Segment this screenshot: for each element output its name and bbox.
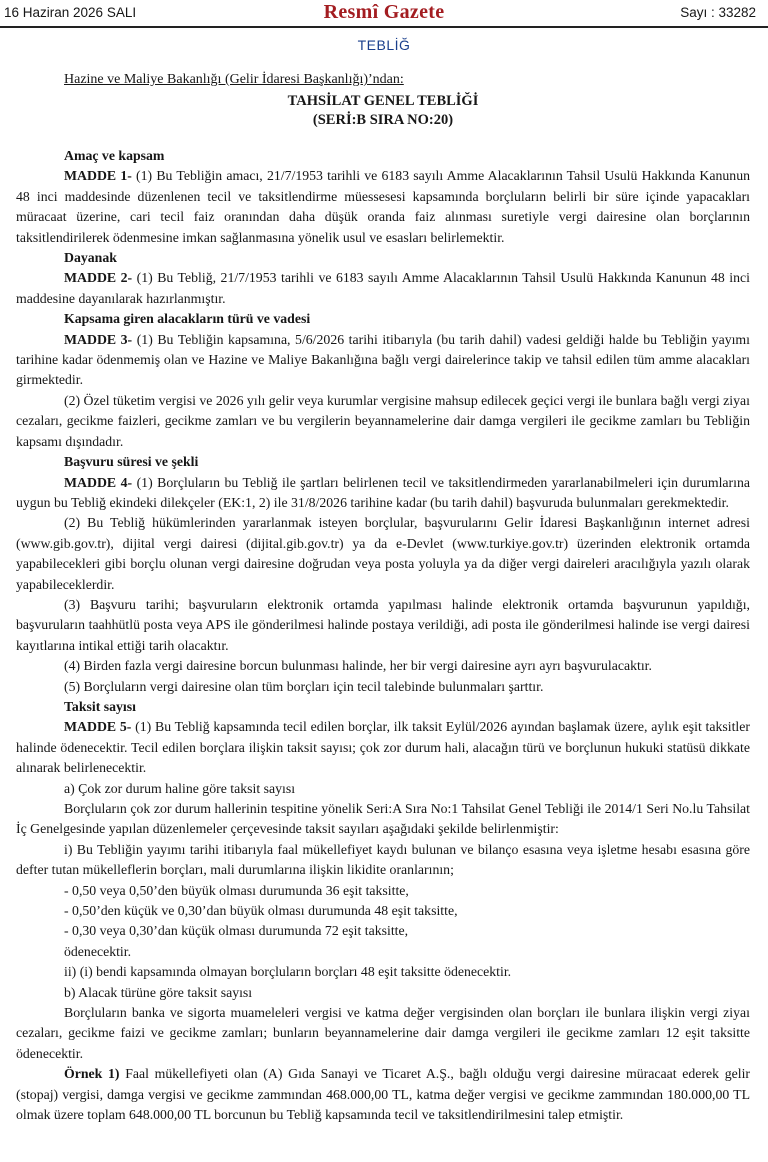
document-series: (SERİ:B SIRA NO:20) — [312, 112, 454, 128]
spacer — [16, 130, 750, 146]
article-5-label: MADDE 5- — [64, 719, 132, 735]
article-4-paragraph-2: (2) Bu Tebliğ hükümlerinden yararlanmak isteyen borçlular, başvurularını Gelir İdaresi Başkanlığının internet adresi (www.gib.gov.tr), dijital vergi dairesi (dijital.gib.gov.tr) ya da e-Devlet (www.turkiye.gov.tr) üzerinden elektronik ortamda yapabilecekleri gibi borçlu olunan vergi dairesine doğrudan veya posta yoluyla ya da diğer vergi daireleri aracılığıyla yazılı olarak yapabileceklerdir. — [16, 515, 750, 592]
article-5-subitem-ii: ii) (i) bendi kapsamında olmayan borçluların borçları 48 eşit taksitte ödenecektir. — [64, 964, 512, 980]
article-5-subitem-i-line-1: - 0,50 veya 0,50’den büyük olması durumunda 36 eşit taksitte, — [64, 882, 409, 898]
issue-number: Sayı : 33282 — [680, 5, 756, 20]
header-divider — [0, 26, 768, 28]
article-4 — [16, 473, 750, 514]
example-1 — [16, 1064, 750, 1125]
issuing-ministry: Hazine ve Maliye Bakanlığı (Gelir İdaresi Başkanlığı)’ndan: — [64, 72, 404, 87]
heading-basis: Dayanak — [64, 250, 117, 266]
document-body — [16, 70, 750, 1126]
article-5-item-b: b) Alacak türüne göre taksit sayısı — [64, 984, 253, 1000]
article-1-label: MADDE 1- — [64, 168, 132, 184]
article-3-paragraph-2: (2) Özel tüketim vergisi ve 2026 yılı gelir veya kurumlar vergisine mahsup edilecek geçici vergi ile bunlara bağlı vergi ziyaı cezaları, gecikme faizleri, gecikme zamları ve bu vergilerin beyannamelerine dair damga vergileri ile gecikme zamları bu Tebliğin kapsamı dışındadır. — [16, 392, 750, 449]
example-1-label: Örnek 1) — [64, 1066, 120, 1082]
gazette-title: Resmî Gazete — [323, 1, 445, 23]
article-4-text: (1) Borçluların bu Tebliğ ile şartları belirlenen tecil ve taksitlendirmeden yararlanabilmeleri için durumlarına uygun bu Tebliğ ekindeki dilekçeler (EK:1, 2) ile 31/8/2026 tarihine kadar (bu tarih dahil) başvuruda bulunmaları gerekmektedir. — [16, 474, 750, 510]
heading-installments: Taksit sayısı — [64, 698, 136, 714]
article-5-subitem-i: i) Bu Tebliğin yayımı tarihi itibarıyla faal mükellefiyet kaydı bulunan ve bilanço esasına veya işletme hesabı esasına göre defter tutan mükelleflerin borçları, mali durumlarına ilişkin likidite oranlarının; — [16, 841, 750, 878]
article-5-item-b-text: Borçluların banka ve sigorta muameleleri vergisi ve katma değer vergisinden olan borçları ile bunlara ilişkin vergi ziyaı cezaları, gecikme faizi ve gecikme zamları; bunların beyannamelerine dair damga vergileri ile gecikme zamları 12 eşit taksitte ödenecektir. — [16, 1005, 750, 1061]
article-5-subitem-i-line-4: ödenecektir. — [64, 943, 132, 959]
article-4-paragraph-4: (4) Birden fazla vergi dairesine borcun bulunması halinde, her bir vergi dairesine ayrı ayrı başvurulacaktır. — [64, 658, 652, 674]
gazette-header — [0, 0, 768, 28]
article-3-label: MADDE 3- — [64, 331, 133, 347]
article-5-text: (1) Bu Tebliğ kapsamında tecil edilen borçlar, ilk taksit Eylül/2026 ayından başlamak üzere, aylık eşit taksitler halinde ödenecektir. Tecil edilen borçlara ilişkin taksit sayısı; çok zor durum hali, alacağın türü ve borçlunun hukuki statüsü dikkate alınarak belirlenecektir. — [16, 719, 750, 776]
article-3 — [16, 330, 750, 391]
article-2-text: (1) Bu Tebliğ, 21/7/1953 tarihli ve 6183 sayılı Amme Alacaklarının Tahsil Usulü Hakkında Kanunun 48 inci maddesine dayanılarak hazırlanmıştır. — [16, 270, 750, 306]
article-1-text: (1) Bu Tebliğin amacı, 21/7/1953 tarihli ve 6183 sayılı Amme Alacaklarının Tahsil Usulü Hakkında Kanunun 48 inci maddesinde düzenlenen tecil ve taksitlendirme müessesesi kapsamında borçluların belirli bir süre içinde yapacakları müracaat üzerine, cari tecil faiz oranından daha düşük oranda faiz alınması suretiyle vergi dairesine olan borçlarının taksitlendirilerek ödenmesine imkan sağlanmasına yönelik usul ve esasları belirlemektir. — [16, 168, 751, 245]
heading-scope: Kapsama giren alacakların türü ve vadesi — [64, 311, 311, 327]
article-4-label: MADDE 4- — [64, 474, 133, 490]
heading-application: Başvuru süresi ve şekli — [64, 454, 199, 470]
document-title: TAHSİLAT GENEL TEBLİĞİ — [287, 93, 479, 109]
example-1-text: Faal mükellefiyeti olan (A) Gıda Sanayi ve Ticaret A.Ş., bağlı olduğu vergi dairesine müracaat ederek gelir (stopaj) vergisi, damga vergisi ve gecikme zammından 468.000,00 TL, katma değer vergisi ve gecikme zammından 180.000,00 TL olmak üzere toplam 648.000,00 TL borcunun bu Tebliğ kapsamında tecil ve taksitlendirilmesini talep etmiştir. — [16, 1066, 750, 1123]
article-5-subitem-i-line-3: - 0,30 veya 0,30’dan küçük olması durumunda 72 eşit taksitte, — [64, 923, 409, 939]
article-5-item-a-text: Borçluların çok zor durum hallerinin tespitine yönelik Seri:A Sıra No:1 Tahsilat Genel Tebliği ile 2014/1 Seri No.lu Tahsilat İç Genelgesinde yapılan düzenlemeler çerçevesinde taksit sayıları aşağıdaki şekilde belirlenmiştir: — [16, 801, 750, 837]
article-5-subitem-i-line-2: - 0,50’den küçük ve 0,30’dan büyük olması durumunda 48 eşit taksitte, — [64, 903, 458, 919]
article-4-paragraph-3: (3) Başvuru tarihi; başvuruların elektronik ortamda yapılması halinde elektronik ortamda başvurunun yapıldığı, başvuruların taahhütlü posta veya APS ile gönderilmesi halinde postaya verildiği, adi posta ile gönderilmesi halinde ise vergi dairesi kayıtlarına intikal ettiği tarih olacaktır. — [16, 596, 750, 653]
article-5-item-a: a) Çok zor durum haline göre taksit sayısı — [64, 780, 296, 796]
publication-date: 16 Haziran 2026 SALI — [4, 5, 137, 20]
heading-purpose: Amaç ve kapsam — [64, 148, 165, 163]
article-1 — [16, 166, 750, 248]
section-label: TEBLİĞ — [357, 37, 411, 53]
article-4-paragraph-5: (5) Borçluların vergi dairesine olan tüm borçları için tecil talebinde bulunmaları şarttır. — [64, 678, 544, 694]
article-2 — [16, 268, 750, 309]
article-2-label: MADDE 2- — [64, 270, 133, 286]
article-5 — [16, 717, 750, 778]
article-3-text: (1) Bu Tebliğin kapsamına, 5/6/2026 tarihi itibarıyla (bu tarih dahil) vadesi geldiği halde bu Tebliğin yayımı tarihine kadar ödenmemiş olan ve Hazine ve Maliye Bakanlığına bağlı vergi dairelerince takip ve tahsil edilen tüm amme alacakları girmektedir. — [16, 331, 750, 388]
